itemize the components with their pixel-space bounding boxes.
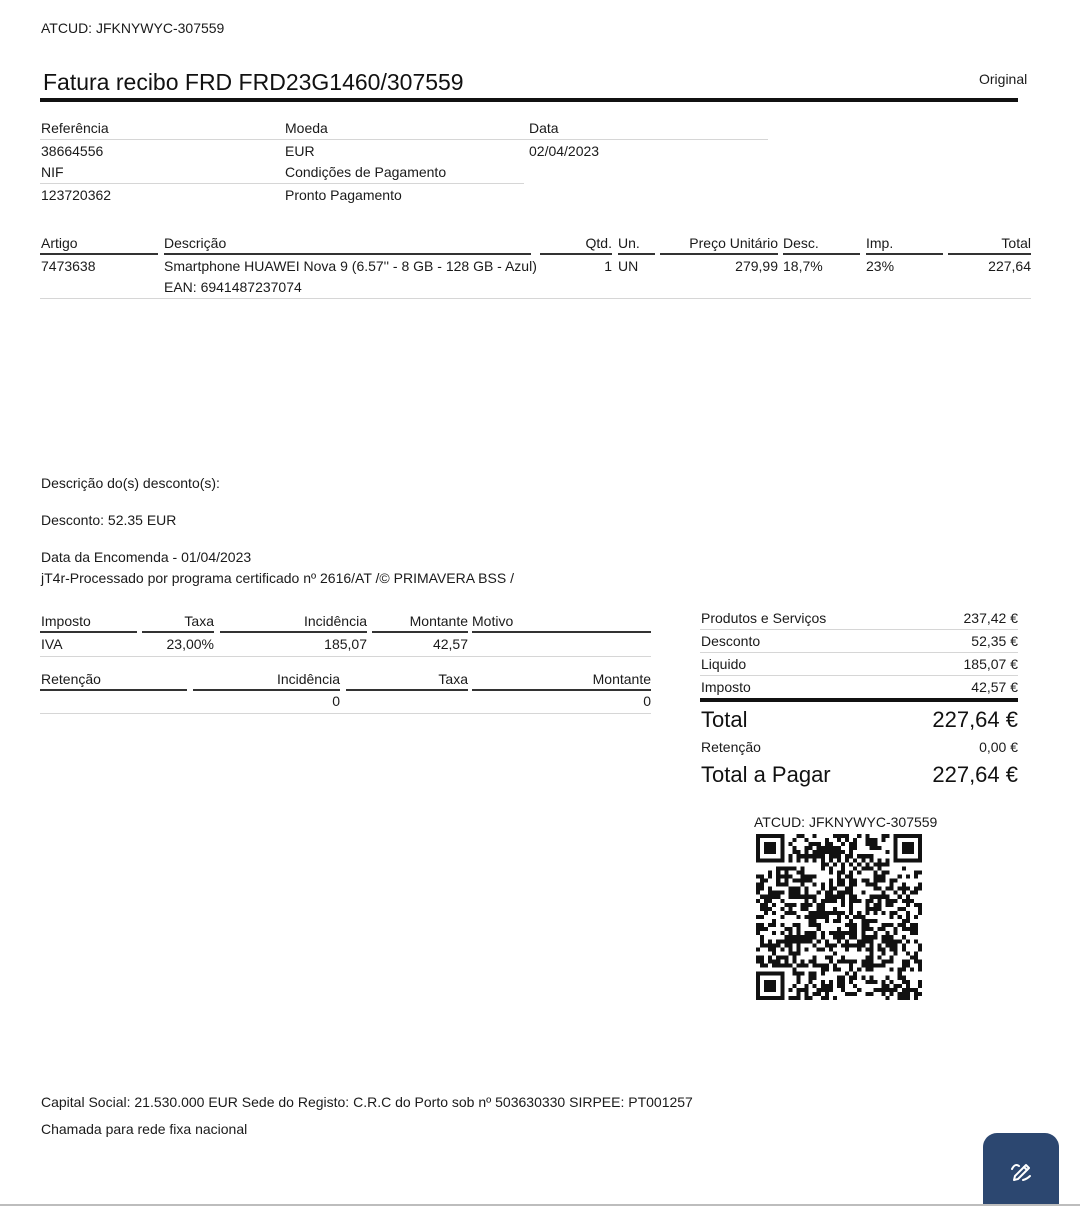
- summary-desconto-label: Desconto: [701, 633, 761, 649]
- qr-code: [756, 834, 922, 1000]
- hdr-rule-qtd: [540, 253, 612, 255]
- summary-total-pagar-label: Total a Pagar: [701, 762, 831, 787]
- edit-pen-icon: [1006, 1155, 1036, 1185]
- hdr-rule-artigo: [40, 253, 158, 255]
- hdr-rule-un: [618, 253, 655, 255]
- tax-col-motivo: Motivo: [472, 613, 514, 629]
- col-un: Un.: [618, 235, 640, 251]
- software-certification-note: jT4r-Processado por programa certificado nº 2616/AT /© PRIMAVERA BSS /: [41, 570, 514, 586]
- summary-rule-1: [700, 629, 1018, 630]
- ret-col-incidencia: Incidência: [276, 671, 340, 687]
- ret-col-retencao: Retenção: [41, 671, 101, 687]
- discount-description-label: Descrição do(s) desconto(s):: [41, 475, 220, 491]
- col-qtd: Qtd.: [585, 235, 612, 251]
- summary-total-label: Total: [701, 707, 748, 732]
- discount-note: Desconto: 52.35 EUR: [41, 512, 177, 528]
- tax-end-rule: [40, 656, 651, 657]
- ret-rule-montante: [472, 689, 651, 691]
- row-descricao: Smartphone HUAWEI Nova 9 (6.57'' - 8 GB - 128 GB - Azul): [164, 258, 537, 274]
- row-desc: 18,7%: [783, 258, 823, 274]
- referencia-value: 38664556: [41, 143, 104, 159]
- tax-rule-incidencia: [220, 631, 367, 633]
- ret-col-montante: Montante: [592, 671, 651, 687]
- tax-row-taxa: 23,00%: [166, 636, 214, 652]
- tax-row-montante: 42,57: [432, 636, 468, 652]
- qr-caption: ATCUD: JFKNYWYC-307559: [754, 814, 938, 830]
- row-preco: 279,99: [735, 258, 778, 274]
- row-ean: EAN: 6941487237074: [164, 279, 302, 295]
- ret-rule-taxa: [346, 689, 468, 691]
- footer-chamada: Chamada para rede fixa nacional: [41, 1121, 248, 1137]
- condicoes-label: Condições de Pagamento: [285, 164, 447, 180]
- row-imp: 23%: [866, 258, 895, 274]
- summary-imposto-value: 42,57 €: [971, 679, 1018, 695]
- data-value: 02/04/2023: [529, 143, 600, 159]
- referencia-label: Referência: [41, 120, 109, 136]
- row-total: 227,64: [988, 258, 1031, 274]
- tax-rule-taxa: [142, 631, 214, 633]
- tax-col-taxa: Taxa: [184, 613, 214, 629]
- tax-row-incidencia: 185,07: [324, 636, 367, 652]
- ret-rule-incidencia: [193, 689, 340, 691]
- atcud-top: ATCUD: JFKNYWYC-307559: [41, 20, 225, 36]
- summary-total-pagar-value: 227,64 €: [932, 762, 1018, 787]
- hdr-rule-imp: [866, 253, 943, 255]
- tax-rule-motivo: [472, 631, 651, 633]
- footer-capital-social: Capital Social: 21.530.000 EUR Sede do Registo: C.R.C do Porto sob nº 503630330 SIRPEE: PT001257: [41, 1094, 693, 1110]
- summary-produtos-value: 237,42 €: [963, 610, 1018, 626]
- ret-rule-retencao: [40, 689, 187, 691]
- condicoes-value: Pronto Pagamento: [285, 187, 402, 203]
- row-qtd: 1: [604, 258, 612, 274]
- order-date-note: Data da Encomenda - 01/04/2023: [41, 549, 252, 565]
- tax-rule-imposto: [40, 631, 137, 633]
- summary-desconto-value: 52,35 €: [971, 633, 1018, 649]
- col-artigo: Artigo: [41, 235, 78, 251]
- col-descricao: Descrição: [164, 235, 227, 251]
- col-desc: Desc.: [783, 235, 819, 251]
- col-preco: Preço Unitário: [689, 235, 778, 251]
- nif-value: 123720362: [41, 187, 112, 203]
- copy-label: Original: [979, 71, 1028, 87]
- nif-label: NIF: [41, 164, 64, 180]
- summary-imposto-label: Imposto: [701, 679, 751, 695]
- hdr-rule-descricao: [164, 253, 531, 255]
- col-total: Total: [1001, 235, 1031, 251]
- document-title: Fatura recibo FRD FRD23G1460/307559: [43, 69, 464, 95]
- hdr-rule-desc: [783, 253, 860, 255]
- ret-row-incidencia: 0: [332, 693, 340, 709]
- summary-total-rule: [700, 698, 1018, 702]
- moeda-label: Moeda: [285, 120, 328, 136]
- ret-row-montante: 0: [643, 693, 651, 709]
- tax-col-imposto: Imposto: [41, 613, 91, 629]
- tax-row-imposto: IVA: [41, 636, 63, 652]
- summary-liquido-label: Liquido: [701, 656, 747, 672]
- col-imp: Imp.: [866, 235, 894, 251]
- summary-retencao-value: 0,00 €: [979, 739, 1018, 755]
- title-rule: [40, 98, 1018, 102]
- row-artigo: 7473638: [41, 258, 96, 274]
- hdr-rule-total: [948, 253, 1031, 255]
- hdr-rule-preco: [660, 253, 778, 255]
- summary-produtos-label: Produtos e Serviços: [701, 610, 827, 626]
- summary-rule-2: [700, 652, 1018, 653]
- row-un: UN: [618, 258, 639, 274]
- edit-floating-button[interactable]: [983, 1133, 1059, 1206]
- summary-retencao-label: Retenção: [701, 739, 761, 755]
- summary-liquido-value: 185,07 €: [963, 656, 1018, 672]
- tax-rule-montante: [372, 631, 468, 633]
- ret-col-taxa: Taxa: [438, 671, 468, 687]
- items-end-rule: [40, 298, 1031, 299]
- summary-total-value: 227,64 €: [932, 707, 1018, 732]
- summary-rule-3: [700, 675, 1018, 676]
- tax-col-incidencia: Incidência: [303, 613, 367, 629]
- meta-rule-2: [40, 183, 524, 184]
- tax-col-montante: Montante: [409, 613, 468, 629]
- moeda-value: EUR: [285, 143, 315, 159]
- data-label: Data: [529, 120, 559, 136]
- ret-end-rule: [40, 713, 651, 714]
- meta-rule-1: [40, 139, 768, 140]
